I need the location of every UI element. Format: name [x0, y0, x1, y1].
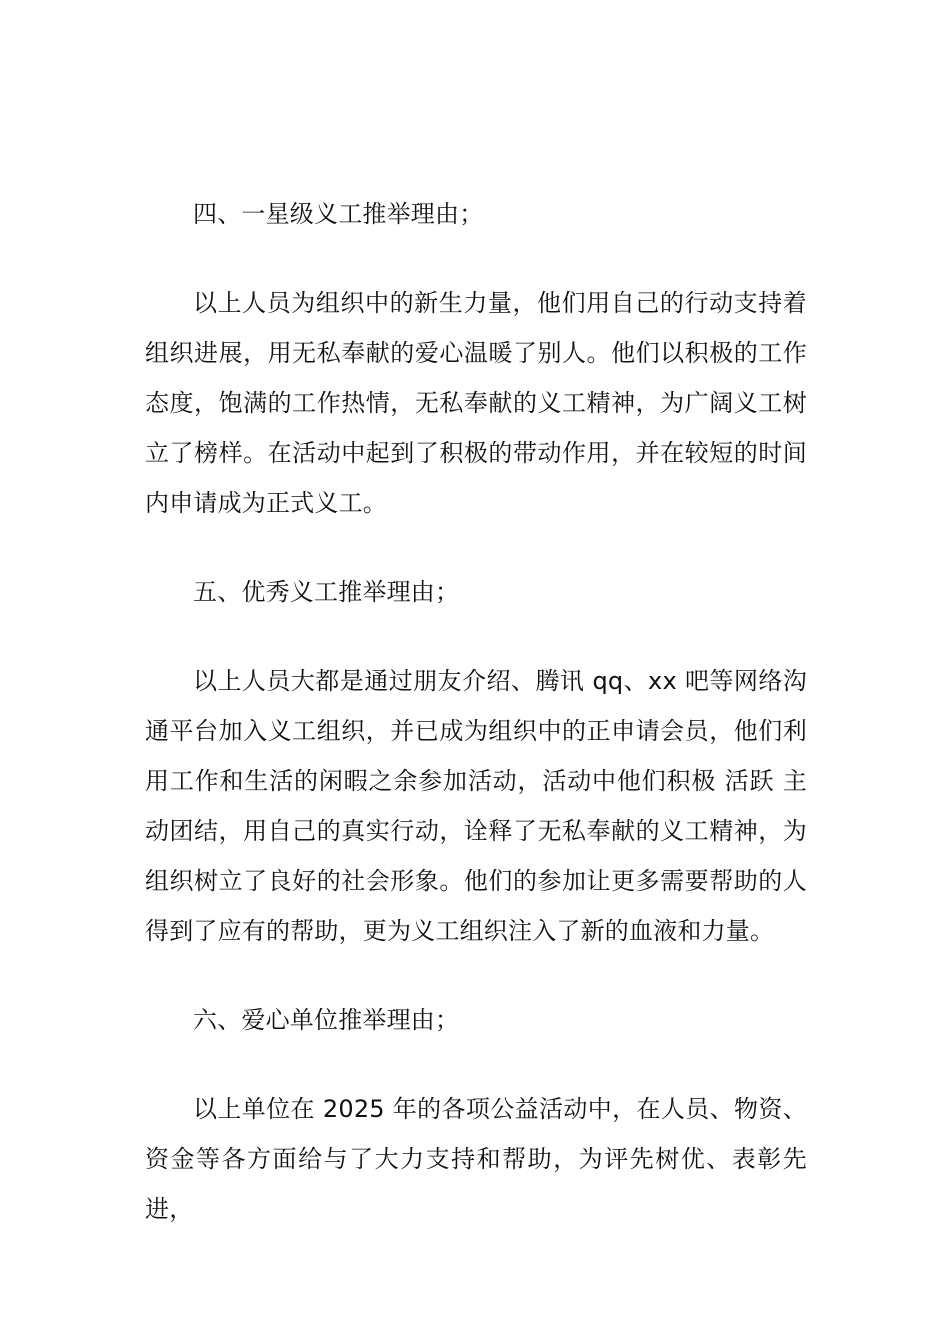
section-body-excellent-volunteer: 以上人员大都是通过朋友介绍、腾讯 qq、xx 吧等网络沟通平台加入义工组织，并已成为组织中的正申请会员，他们利用工作和生活的闲暇之余参加活动，活动中他们积极 活跃 主动团结，用自己的真实行动，诠释了无私奉献的义工精神，为组织树立了良好的社会形象。他们的参加让更多需要帮助的人得到了应有的帮助，更为义工组织注入了新的血液和力量。: [145, 667, 807, 945]
section-body-caring-unit: 以上单位在 2025 年的各项公益活动中，在人员、物资、资金等各方面给与了大力支持和帮助，为评先树优、表彰先进，: [145, 1095, 807, 1223]
document-content: [145, 150, 807, 1234]
section-heading-caring-unit: 六、爱心单位推举理由；: [193, 1006, 460, 1034]
section-heading-excellent-volunteer: 五、优秀义工推举理由；: [193, 578, 460, 606]
section-heading-one-star-volunteer: 四、一星级义工推举理由；: [193, 200, 484, 228]
section-body-one-star-volunteer: 以上人员为组织中的新生力量，他们用自己的行动支持着组织进展，用无私奉献的爱心温暖了别人。他们以积极的工作态度，饱满的工作热情，无私奉献的义工精神，为广阔义工树立了榜样。在活动中起到了积极的带动作用，并在较短的时间内申请成为正式义工。: [145, 289, 807, 517]
